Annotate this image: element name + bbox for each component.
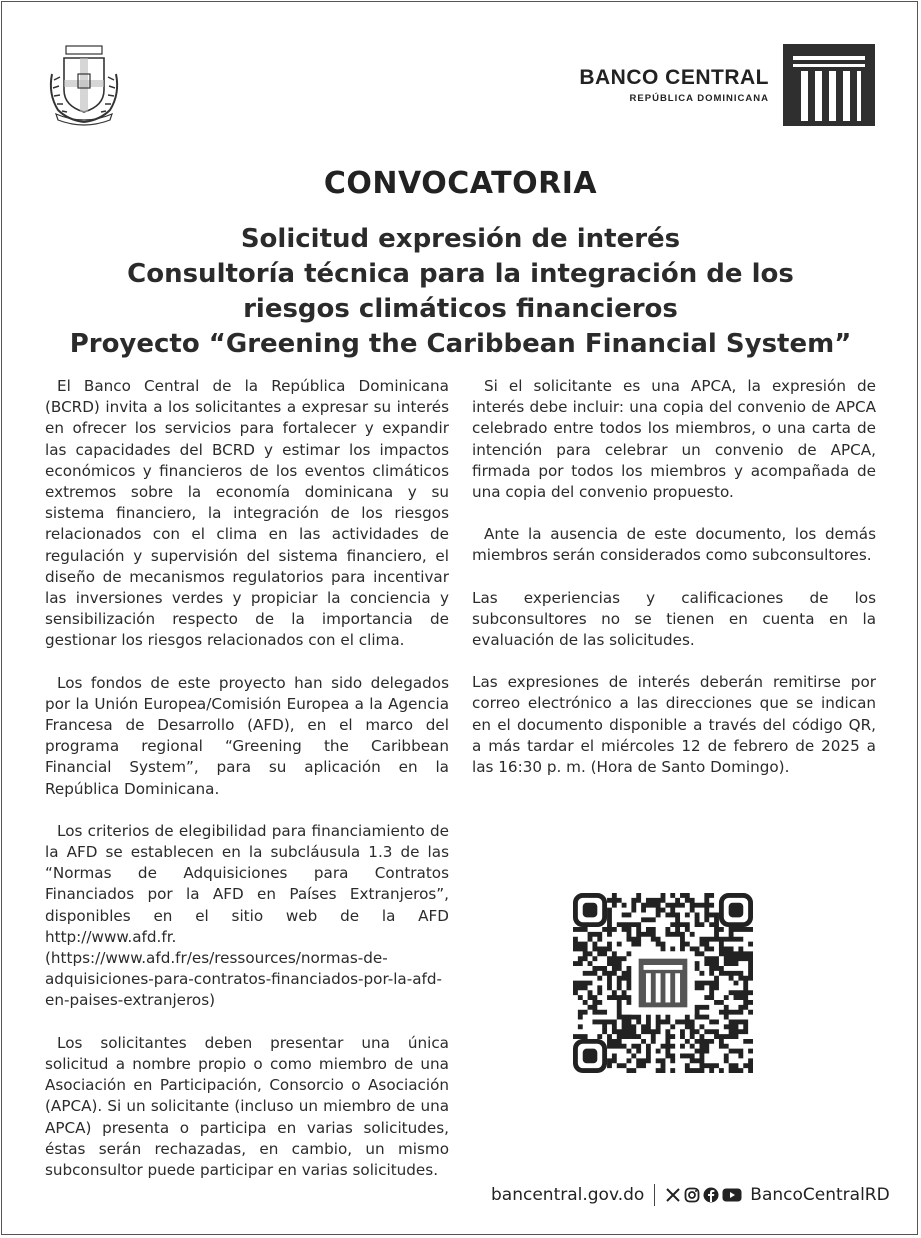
website-link[interactable]: bancentral.gov.do (491, 1185, 645, 1205)
subtitle-line: Solicitud expresión de interés (240, 224, 681, 254)
paragraph: Los fondos de este proyecto han sido delegados por la Unión Europea/Comisión Europea a la Agencia Francesa de Desarrollo (AFD), en el marco del programa regional “Greening the Caribbean Financial System”, para su aplicación en la República Dominicana. (45, 673, 449, 798)
banco-central-brand (579, 44, 875, 126)
right-column (472, 376, 876, 799)
paragraph: Los criterios de elegibilidad para financiamiento de la AFD se establecen en la subcláusula 1.3 de las “Normas de Adquisiciones para Contratos Financiados por la AFD en Países Extranjeros”, disponibles en el sitio web de la AFD http://www.afd.fr. (https://www.afd.fr/es/ressources/normas-de-adquisiciones-para-contratos-financiados-por-la-afd-en-paises-extranjeros) (45, 821, 449, 1010)
paragraph: El Banco Central de la República Dominicana (BCRD) invita a los solicitantes a expresar su interés en ofrecer los servicios para fortalecer y expandir las capacidades del BCRD y estimar los impactos económicos y financieros de los eventos climáticos extremos sobre la economía dominicana y su sistema financiero, la integración de los riesgos relacionados con el clima en las actividades de regulación y supervisión del sistema financiero, el diseño de mecanismos regulatorios para incentivar las inversiones verdes y propiciar la conciencia y sensibilización respecto de la importancia de gestionar los riesgos relacionados con el clima. (45, 377, 449, 650)
subtitle-line: riesgos climáticos financieros (243, 294, 678, 324)
left-column (45, 376, 449, 1202)
dominican-coat-of-arms-icon (44, 44, 124, 126)
paragraph: Los solicitantes deben presentar una única solicitud a nombre propio o como miembro de una Asociación en Participación, Consorcio o Asociación (APCA). Si un solicitante (incluso un miembro de una APCA) presenta o participa en varias solicitudes, éstas serán rechazadas, en cambio, un mismo subconsultor puede participar en varias solicitudes. (45, 1033, 449, 1179)
qr-code-icon[interactable] (573, 893, 753, 1073)
social-handle[interactable]: BancoCentralRD (750, 1185, 890, 1205)
brand-subtitle: REPÚBLICA DOMINICANA (629, 93, 769, 104)
youtube-icon[interactable] (722, 1187, 742, 1203)
paragraph: Ante la ausencia de este documento, los demás miembros serán considerados como subconsultores. (472, 525, 876, 565)
footer-divider (654, 1184, 655, 1206)
brand-name: BANCO CENTRAL (579, 66, 769, 89)
paragraph: Si el solicitante es una APCA, la expresión de interés debe incluir: una copia del convenio de APCA celebrado entre todos los miembros, o una carta de intención para celebrar un convenio de APCA, firmada por todos los miembros y acompañada de una copia del convenio propuesto. (472, 377, 876, 502)
columns-building-icon (783, 44, 875, 126)
facebook-icon[interactable] (703, 1187, 719, 1203)
page-title: CONVOCATORIA (323, 166, 598, 201)
subtitle-line: Proyecto “Greening the Caribbean Financial System” (69, 329, 852, 359)
social-icons (665, 1187, 742, 1203)
paragraph: Las experiencias y calificaciones de los subconsultores no se tienen en cuenta en la evaluación de las solicitudes. (472, 588, 876, 650)
subtitle-block (0, 222, 921, 362)
paragraph: Las expresiones de interés deberán remitirse por correo electrónico a las direcciones que se indican en el documento disponible a través del código QR, a más tardar el miércoles 12 de febrero de 2025 a las 16:30 p. m. (Hora de Santo Domingo). (472, 673, 876, 777)
instagram-icon[interactable] (684, 1187, 700, 1203)
subtitle-line: Consultoría técnica para la integración de los (127, 259, 794, 289)
footer (491, 1183, 890, 1207)
x-icon[interactable] (665, 1187, 681, 1203)
